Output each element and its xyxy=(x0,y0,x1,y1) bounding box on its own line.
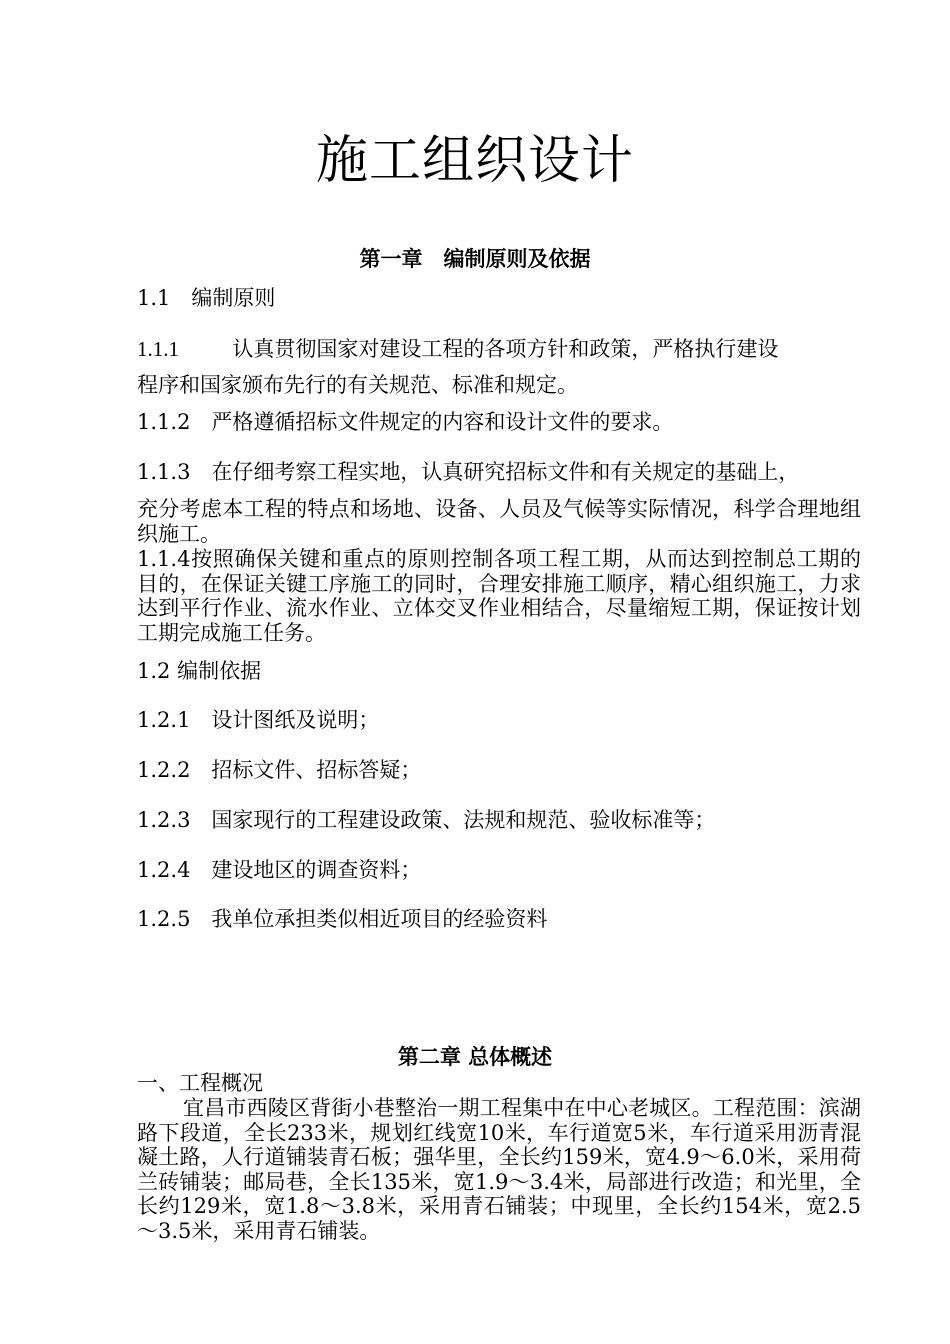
clause-1-1-3-line1: 1.1.3 在仔细考察工程实地，认真研究招标文件和有关规定的基础上， xyxy=(137,460,800,484)
basis-item-1: 1.2.1 设计图纸及说明； xyxy=(137,708,380,732)
section-1-1-heading: 1.1 编制原则 xyxy=(137,286,276,310)
basis-item-5: 1.2.5 我单位承担类似相近项目的经验资料 xyxy=(137,907,548,931)
basis-item-3: 1.2.3 国家现行的工程建设政策、法规和规范、验收标准等； xyxy=(137,808,716,832)
section-1-2-heading: 1.2 编制依据 xyxy=(137,659,262,683)
project-overview-body: 宜昌市西陵区背街小巷整治一期工程集中在中心老城区。工程范围：滨湖路下段道，全长233米，规划红线宽10米，车行道宽5米，车行道采用沥青混凝土路，人行道铺装青石板；强华里，全长约159米，宽4.9～6.0米，采用荷兰砖铺装；邮局巷，全长135米，宽1.9～3.4米，局部进行改造；和光里，全长约129米，宽1.8～3.8米，采用青石铺装；中现里，全长约154米，宽2.5～3.5米，采用青石铺装。 xyxy=(137,1096,861,1243)
clause-text: 认真贯彻国家对建设工程的各项方针和政策，严格执行建设 xyxy=(232,337,779,361)
basis-item-4: 1.2.4 建设地区的调查资料； xyxy=(137,858,422,882)
clause-number: 1.1.1 xyxy=(137,337,179,361)
clause-1-1-1-line xyxy=(137,336,861,362)
clause-1-1-2: 1.1.2 严格遵循招标文件规定的内容和设计文件的要求。 xyxy=(137,410,674,434)
subsection-project-overview: 一、工程概况 xyxy=(137,1071,263,1095)
clause-1-1-1-continuation: 程序和国家颁布先行的有关规范、标准和规定。 xyxy=(137,373,578,397)
chapter-1-heading: 第一章 编制原则及依据 xyxy=(359,247,591,271)
clause-1-1-3-body: 充分考虑本工程的特点和场地、设备、人员及气候等实际情况，科学合理地组织施工。 xyxy=(137,497,861,546)
document-title: 施工组织设计 xyxy=(315,131,634,191)
basis-item-2: 1.2.2 招标文件、招标答疑； xyxy=(137,758,422,782)
clause-1-1-4: 1.1.4按照确保关键和重点的原则控制各项工程工期，从而达到控制总工期的目的，在保证关键工序施工的同时，合理安排施工顺序，精心组织施工，力求达到平行作业、流水作业、立体交叉作业相结合，尽量缩短工期，保证按计划工期完成施工任务。 xyxy=(137,547,861,645)
chapter-2-heading: 第二章 总体概述 xyxy=(397,1045,553,1069)
